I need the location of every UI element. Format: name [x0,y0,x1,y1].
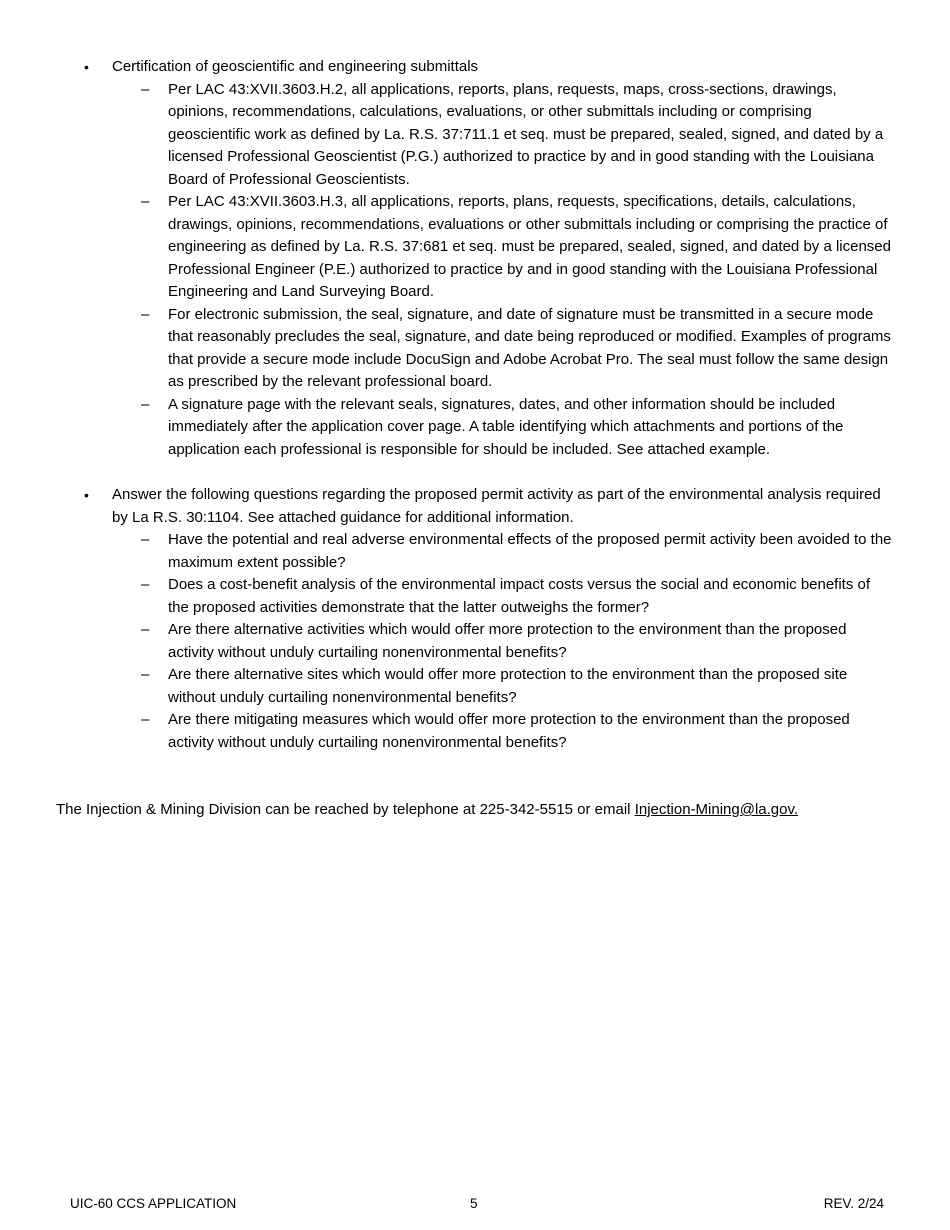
list-item-text: Have the potential and real adverse environmental effects of the proposed permit activity been avoided to the maximum extent possible? [168,531,892,571]
list-item [112,394,895,462]
sub-list [112,79,895,462]
footer-revision: REV. 2/24 [823,1196,884,1211]
bullet-list-certification [0,56,950,461]
bullet-icon: • [84,487,89,503]
list-item [112,709,895,754]
list-item-text: Does a cost-benefit analysis of the environmental impact costs versus the social and economic benefits of the proposed activities demonstrate that the latter outweighs the former? [168,576,871,616]
list-item [112,191,895,304]
list-item-text: Per LAC 43:XVII.3603.H.3, all applications, reports, plans, requests, specifications, details, calculations, drawings, opinions, recommendations, evaluations or other submittals including or comprising the practice of engineering as defined by La. R.S. 37:681 et seq. must be prepared, sealed, signed, and dated by a licensed Professional Engineer (P.E.) authorized to practice by and in good standing with the Louisiana Professional Engineering and Land Surveying Board. [168,193,891,300]
dash-icon: – [141,711,150,728]
page-footer [0,1193,950,1215]
dash-icon: – [141,621,150,638]
email-link[interactable]: Injection-Mining@la.gov. [634,801,799,818]
dash-icon: – [141,666,150,683]
dash-icon: – [141,395,150,413]
list-item-text: Are there mitigating measures which would offer more protection to the environment than the proposed activity without unduly curtailing nonenvironmental benefits? [168,711,850,751]
contact-text: The Injection & Mining Division can be reached by telephone at 225-342-5515 or email [56,801,635,818]
list-item [112,619,895,664]
bullet-item-certification [0,56,950,461]
list-item [112,574,895,619]
bullet-icon: • [84,59,89,75]
section-title: Certification of geoscientific and engineering submittals [112,58,479,75]
list-item-text: Are there alternative sites which would offer more protection to the environment than the proposed site without unduly curtailing nonenvironmental benefits? [168,666,848,706]
list-item-text: Per LAC 43:XVII.3603.H.2, all applications, reports, plans, requests, maps, cross-sections, drawings, opinions, recommendations, calculations, evaluations, or other submittals including or comprising geoscientific work as defined by La. R.S. 37:711.1 et seq. must be prepared, sealed, signed, and dated by a licensed Professional Geoscientist (P.G.) authorized to practice by and in good standing with the Louisiana Board of Professional Geoscientists. [168,80,884,188]
bullet-list-environmental [0,484,950,754]
dash-icon: – [141,193,150,210]
dash-icon: – [141,305,150,323]
page-number: 5 [470,1196,478,1211]
list-item [112,664,895,709]
list-item [112,304,895,394]
sub-list [112,529,895,754]
bullet-item-environmental [0,484,950,754]
footer-document-title: UIC-60 CCS APPLICATION [70,1196,237,1211]
dash-icon: – [141,576,150,593]
dash-icon: – [141,80,150,98]
list-item [112,529,895,574]
list-item-text: Are there alternative activities which would offer more protection to the environment than the proposed activity without unduly curtailing nonenvironmental benefits? [168,621,847,661]
list-item-text: A signature page with the relevant seals, signatures, dates, and other information should be included immediately after the application cover page. A table identifying which attachments and portions of the application each professional is responsible for should be included. See attached example. [168,395,844,458]
list-item-text: For electronic submission, the seal, signature, and date of signature must be transmitted in a secure mode that reasonably precludes the seal, signature, and date being reproduced or modified. Examples of programs that provide a secure mode include DocuSign and Adobe Acrobat Pro. The seal must follow the same design as prescribed by the relevant professional board. [168,305,891,390]
dash-icon: – [141,531,150,548]
contact-line [56,799,916,822]
section-title: Answer the following questions regarding the proposed permit activity as part of the environmental analysis required by La R.S. 30:1104. See attached guidance for additional information. [112,486,881,526]
list-item [112,79,895,192]
